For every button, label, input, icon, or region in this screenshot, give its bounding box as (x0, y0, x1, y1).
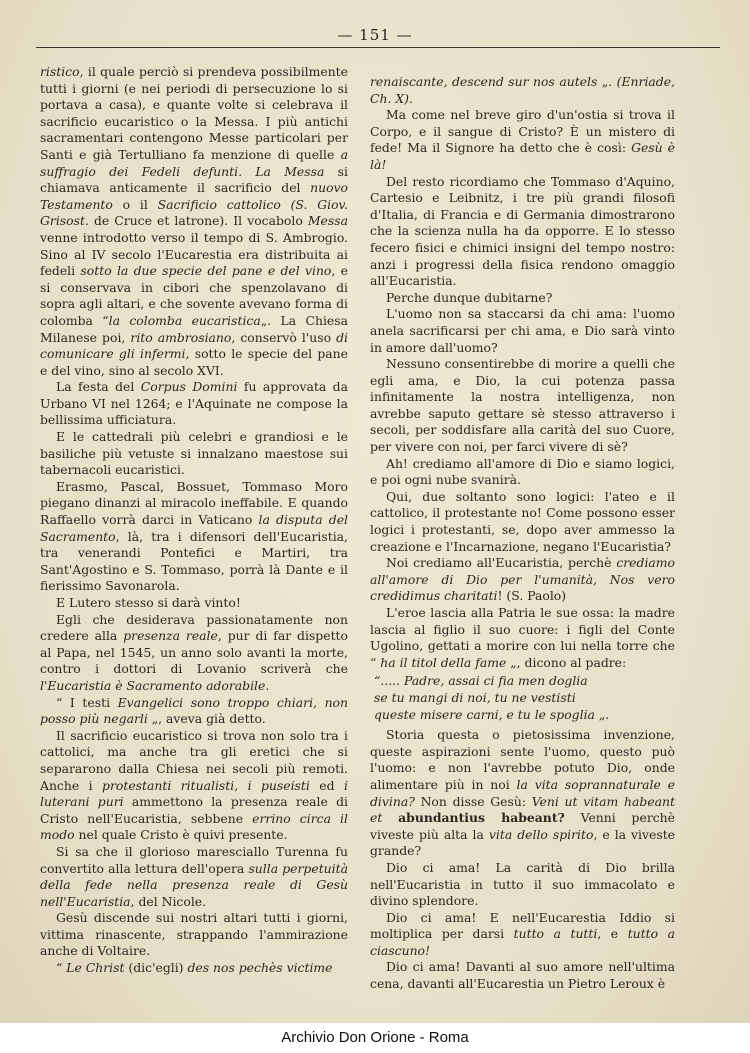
text-run: nel quale Cristo è quivi presente. (74, 827, 288, 843)
text-run: vita dello spirito (488, 826, 594, 842)
paragraph (40, 910, 348, 960)
text-run: errino circa il modo (40, 810, 348, 843)
text-run: , sotto le specie del pane e del vino, sino al secolo XVI. (40, 346, 348, 378)
paragraph (40, 64, 348, 379)
text-run: ristico (40, 64, 80, 79)
text-run: Ah! crediamo all'amore di Dio e siamo logici, e poi ogni nube svanirà. (370, 455, 675, 488)
text-run: ammettono la presenza reale di Cristo nell'Eucaristia, sebbene (40, 794, 349, 826)
paragraph (40, 612, 348, 695)
text-run: Dio ci ama! Davanti al suo amore nell'ultima cena, davanti all'Eucarestia un Pietro Leroux è (370, 959, 675, 992)
text-run: ha il titol della fame (380, 654, 507, 670)
text-run: la colomba eucaristica (108, 312, 261, 328)
paragraph (370, 605, 675, 671)
page-number: — 151 — (337, 26, 413, 44)
text-run: nuovo Testamento (40, 180, 348, 212)
text-run: Gesù è là! (370, 140, 675, 172)
text-run: Gesù discende sui nostri altari tutti i giorni, vittima rinascente, strappando l'ammirazione anche di Voltaire. (40, 910, 348, 959)
paragraph (370, 959, 675, 992)
text-run: si chiamava anticamente il sacrificio del (40, 163, 348, 196)
text-run: Il sacrificio eucaristico si trova non solo tra i cattolici, ma anche tra gli eretici che si separarono dalla Chiesa nei secoli più remoti. Anche i (40, 727, 348, 793)
text-run: “ (56, 960, 67, 976)
text-run: a suffragio dei Fedeli defunti (40, 146, 348, 179)
text-run: . (238, 163, 256, 179)
text-run: Le Christ (66, 960, 125, 976)
text-run: renaiscante, descend sur nos autels „. (Enriade, Ch. X). (370, 74, 675, 106)
text-run: de Cruce et latrone). Il vocabolo (88, 213, 308, 229)
paragraph (370, 74, 675, 107)
text-run: di comunicare gli infermi (40, 329, 348, 362)
text-run: Perche dunque dubitarne? (386, 289, 553, 305)
text-run: Evangelici sono troppo chiari, non posso più negarli (40, 694, 348, 727)
paragraph (370, 174, 675, 290)
text-run: ed (309, 777, 345, 793)
paragraph (370, 290, 675, 307)
text-run: Venni perchè viveste più alta la (370, 810, 675, 842)
text-run: l'Eucaristia è Sacramento adorabile (40, 677, 266, 693)
text-run: des nos pechès victime (187, 960, 333, 976)
text-run: „. (594, 706, 610, 722)
paragraph (40, 844, 348, 910)
text-run: , e si conservava in cibori che spenzolavano di sopra agli altari, e che sovente avevano forma di colomba “ (40, 263, 348, 328)
text-run: , pur di far dispetto al Papa, nel 1545, un anno solo avanti la morte, contro i dottori di Lovanio scriverà che (40, 628, 348, 677)
text-run: ! (S. Paolo) (497, 588, 567, 604)
left-column (40, 64, 348, 977)
text-run: Storia questa o pietosissima invenzione, queste aspirazioni sente l'uomo, questo può l'uomo: e non l'avrebbe potuto Dio, onde alimentare più in noi (370, 727, 675, 792)
paragraph (40, 695, 348, 728)
text-run: sotto la due specie del pane e del vino (80, 263, 332, 279)
paragraph (370, 356, 675, 456)
paragraph (40, 379, 348, 429)
text-run: „, aveva già detto. (147, 711, 266, 727)
text-run: Dio ci ama! La carità di Dio brilla nell'Eucaristia in tutto il suo immacolato e divino splendore. (370, 859, 675, 909)
text-run: Qui, due soltanto sono logici: l'ateo e il cattolico, il protestante no! Come possono esser logici i protestanti, se, dopo aver ammesso la creazione e l'Incarnazione, negano l'Eucaristia? (370, 488, 675, 554)
text-run: . (265, 677, 270, 693)
text-run: rito ambrosiano (130, 329, 232, 345)
text-run: Messa (307, 213, 348, 229)
text-run: la disputa del Sacramento (40, 512, 348, 544)
text-run: Veni ut vitam habeant et (370, 793, 675, 826)
paragraph (40, 429, 348, 479)
text-run: Sacrificio cattolico (S. Giov. Grisost. (40, 196, 348, 229)
paragraph (370, 107, 675, 173)
text-run: sulla perpetuità della fede nella presenza reale di Gesù nell'Eucaristia (40, 860, 348, 909)
text-run: La Messa (255, 163, 325, 179)
paragraph (370, 456, 675, 489)
text-run: Egli che desiderava passionatamente non credere alla (40, 611, 348, 644)
text-run: i luterani puri (40, 777, 348, 810)
text-run: abundantius habeant? (398, 810, 565, 826)
right-column (370, 74, 675, 993)
text-run: Padre, assai ci fia men doglia (403, 673, 588, 689)
text-run: , del Nicole. (130, 893, 207, 909)
text-run: Del resto ricordiamo che Tommaso d'Aquino, Cartesio e Leibnitz, i tre più grandi filosofi d'Italia, di Francia e di Germania dimostrarono che la scienza nulla ha da opporre. E lo stesso fecero fisici e chimici insigni del tempo nostro: anzi i progressi della fisica rendono omaggio all'Eucaristia. (370, 173, 675, 289)
text-run: queste misere carni, e tu le spoglia (374, 706, 595, 722)
paragraph (370, 489, 675, 555)
text-run: Si sa che il glorioso maresciallo Turenna fu convertito alla lettura dell'opera (40, 843, 348, 876)
text-run: „. La Chiesa Milanese poi, (40, 312, 348, 345)
archive-footer: Archivio Don Orione - Roma (0, 1023, 750, 1053)
paragraph (370, 727, 675, 860)
text-run: , e la viveste grande? (370, 826, 676, 859)
text-run: venne introdotto verso il tempo di S. Ambrogio. Sino al IV secolo l'Eucarestia era distribuita ai fedeli (40, 229, 348, 279)
text-run: La festa del (56, 379, 141, 395)
text-run: Corpus Domini (140, 379, 238, 395)
text-run: , il quale perciò si prendeva possibilmente tutti i giorni (e nei periodi di persecuzione lo si portava a casa), e quante volte si celebrava il sacrificio eucaristico o la Messa. I più antichi sacramentari contengono Messe particolari per Santi e già Tertulliano fa menzione di quelle (40, 64, 348, 162)
text-run: „, dicono al padre: (506, 654, 627, 670)
text-run: Erasmo, Pascal, Bossuet, Tommaso Moro piegano dinanzi al miracolo ineffabile. E quando Raffaello vorrà darci in Vaticano (40, 478, 348, 528)
text-run: presenza reale (123, 628, 218, 644)
text-run: crediamo all'amore di Dio per l'umanità, Nos vero credidimus charitati (370, 555, 675, 604)
verse-line (370, 707, 675, 724)
verse-line (370, 690, 675, 707)
text-run: “ I testi (56, 694, 118, 710)
text-run: , conservò l'uso (231, 329, 337, 345)
text-run: , e (597, 926, 628, 942)
paragraph (40, 960, 348, 977)
text-run: Non disse Gesù: (414, 793, 532, 809)
header-rule (36, 47, 720, 48)
text-run: E le cattedrali più celebri e grandiosi e le basiliche più vetuste si innalzano maestose sui tabernacoli eucaristici. (40, 429, 348, 478)
paragraph (40, 479, 348, 595)
paragraph (370, 555, 675, 605)
paragraph (370, 910, 675, 960)
text-run: fu approvata da Urbano VI nel 1264; e l'Aquinate ne compose la bellissima ufficiatura. (40, 379, 348, 428)
paragraph (370, 306, 675, 356)
text-run: L'eroe lascia alla Patria le sue ossa: la madre lascia al figlio il suo cuore: i figli del Conte Ugolino, gettati a morire con lui nella torre che “ (370, 605, 675, 670)
text-run: “..... (374, 673, 404, 689)
text-run: Nessuno consentirebbe di morire a quelli che egli ama, e Dio, la cui potenza passa infinitamente la nostra intelligenza, non avrebbe saputo gettare sè stesso attraverso i secoli, per soddisfare alla carità del suo Cuore, per vivere con noi, per farci vivere di sè? (370, 356, 675, 455)
paragraph (370, 860, 675, 910)
text-run: se tu mangi di noi, tu ne vestisti (374, 689, 576, 705)
text-run: (dic'egli) (124, 960, 188, 976)
text-run: protestanti ritualisti, i puseisti (102, 777, 310, 793)
paragraph (40, 595, 348, 612)
paragraph (40, 728, 348, 844)
text-run: E Lutero stesso si darà vinto! (56, 595, 241, 610)
text-run: Ma come nel breve giro d'un'ostia si trova il Corpo, e il sangue di Cristo? È un mistero di fede! Ma il Signore ha detto che è così: (370, 107, 675, 156)
text-run: L'uomo non sa staccarsi da chi ama: l'uomo anela sacrificarsi per chi ama, e Dio sarà vinto in amore dall'uomo? (370, 306, 675, 355)
text-run: tutto a tutti (513, 926, 598, 942)
text-run: tutto a ciascuno! (370, 926, 675, 958)
text-run: o il (112, 196, 158, 212)
text-run: , là, tra i difensori dell'Eucaristia, tra venerandi Pontefici e Martiri, tra Sant'Agostino e S. Tommaso, porrà là Dante e il fierissimo Savonarola. (40, 528, 348, 594)
verse-line (370, 673, 675, 690)
text-run: Noi crediamo all'Eucaristia, perchè (386, 555, 617, 571)
text-run: la vita soprannaturale e divina? (370, 776, 675, 809)
text-run: Dio ci ama! E nell'Eucarestia Iddio si moltiplica per darsi (370, 909, 675, 942)
